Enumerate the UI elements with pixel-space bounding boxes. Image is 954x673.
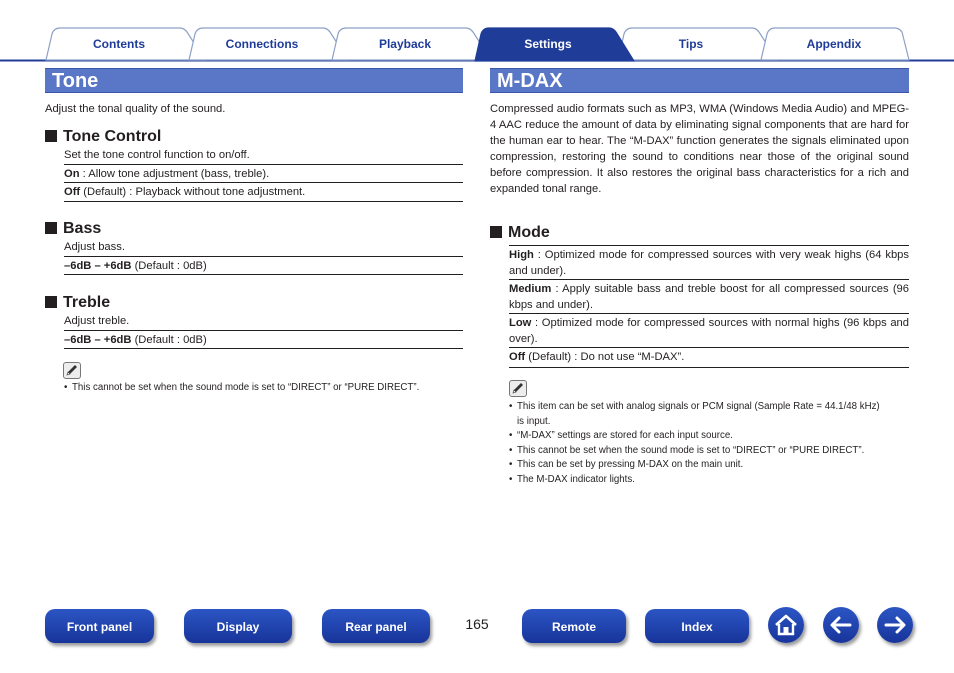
tone-note-list (64, 381, 454, 396)
display-button[interactable]: Display (184, 609, 292, 643)
tab-contents[interactable]: Contents (93, 37, 145, 51)
square-bullet-icon (45, 296, 57, 308)
home-button[interactable] (768, 607, 804, 643)
tab-shapes (0, 0, 954, 62)
rear-panel-button[interactable]: Rear panel (322, 609, 430, 643)
bass-desc: Adjust bass. (64, 241, 125, 253)
remote-button[interactable]: Remote (522, 609, 626, 643)
treble-heading: Treble (45, 293, 110, 313)
memo-pencil-icon (63, 362, 81, 379)
bass-range: –6dB – +6dB (Default : 0dB) (64, 256, 463, 275)
tab-bar (0, 0, 954, 62)
mode-option-low: Low : Optimized mode for compressed sources with normal highs (96 kbps and over). (509, 313, 909, 347)
tone-control-option-on: On : Allow tone adjustment (bass, treble). (64, 164, 463, 182)
mdax-note-item: • This item can be set with analog signals or PCM signal (Sample Rate = 44.1/48 kHz) is input. (509, 400, 881, 429)
treble-range: –6dB – +6dB (Default : 0dB) (64, 330, 463, 349)
page-number: 165 (465, 616, 489, 632)
arrow-left-icon (823, 607, 859, 643)
mode-option-high: High : Optimized mode for compressed sources with very weak highs (64 kbps and under). (509, 245, 909, 279)
tone-control-heading: Tone Control (45, 127, 161, 147)
tab-tips[interactable]: Tips (678, 37, 704, 51)
tone-title: Tone (52, 70, 99, 92)
mdax-note-list (509, 400, 881, 488)
tone-intro: Adjust the tonal quality of the sound. (45, 103, 226, 115)
tab-appendix[interactable]: Appendix (806, 37, 862, 51)
square-bullet-icon (45, 222, 57, 234)
tab-settings[interactable]: Settings (524, 37, 572, 51)
treble-desc: Adjust treble. (64, 315, 130, 327)
mode-heading: Mode (490, 223, 550, 243)
forward-button[interactable] (877, 607, 913, 643)
mdax-note-item: • This can be set by pressing M-DAX on the main unit. (509, 458, 881, 473)
bass-heading: Bass (45, 219, 101, 239)
mode-option-off: Off (Default) : Do not use “M-DAX”. (509, 347, 909, 368)
back-button[interactable] (823, 607, 859, 643)
mdax-note-item: • The M-DAX indicator lights. (509, 473, 881, 488)
tone-section-header (45, 68, 463, 93)
square-bullet-icon (45, 130, 57, 142)
mode-option-medium: Medium : Apply suitable bass and treble boost for all compressed sources (96 kbps and under). (509, 279, 909, 313)
tone-note-item: • This cannot be set when the sound mode is set to “DIRECT” or “PURE DIRECT”. (64, 381, 454, 396)
mdax-title: M-DAX (497, 70, 563, 92)
mdax-note-item: • This cannot be set when the sound mode is set to “DIRECT” or “PURE DIRECT”. (509, 444, 881, 459)
tone-control-option-off: Off (Default) : Playback without tone adjustment. (64, 182, 463, 202)
tone-control-desc: Set the tone control function to on/off. (64, 149, 250, 161)
home-icon (768, 607, 804, 643)
arrow-right-icon (877, 607, 913, 643)
front-panel-button[interactable]: Front panel (45, 609, 154, 643)
tab-connections[interactable]: Connections (225, 37, 299, 51)
memo-pencil-icon (509, 380, 527, 397)
mdax-section-header (490, 68, 909, 93)
mdax-intro: Compressed audio formats such as MP3, WMA (Windows Media Audio) and MPEG-4 AAC reduce the amount of data by eliminating signal components that are hard for the human ear to hear. The “M-DAX” function generates the signals eliminated upon compression, restoring the sound to conditions near those of the original sound before compression. It also restores the original bass characteristics for a rich and expanded tonal range. (490, 103, 909, 195)
square-bullet-icon (490, 226, 502, 238)
tab-playback[interactable]: Playback (378, 37, 432, 51)
mdax-note-item: • “M-DAX” settings are stored for each input source. (509, 429, 881, 444)
index-button[interactable]: Index (645, 609, 749, 643)
